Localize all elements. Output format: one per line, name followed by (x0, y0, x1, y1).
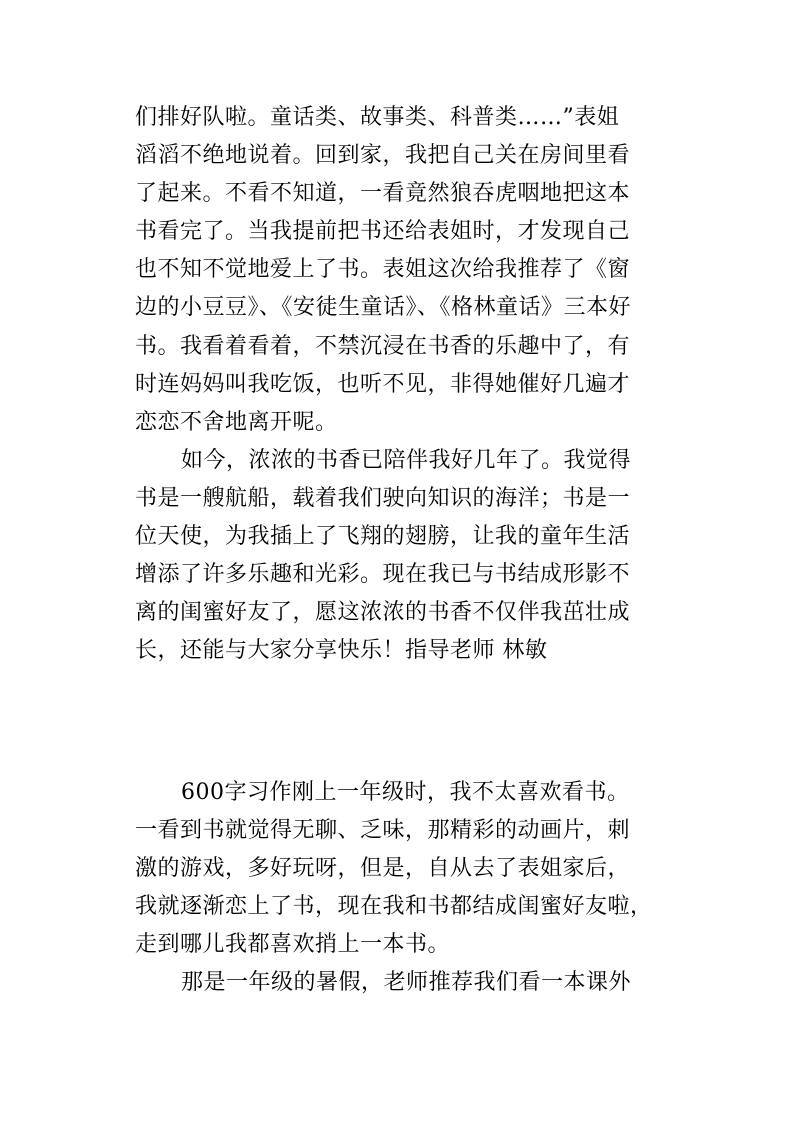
text-line: 滔滔不绝地说着。回到家，我把自己关在房间里看 (135, 143, 631, 169)
essay-section-1 (135, 99, 675, 670)
text-line-with-teacher: 长，还能与大家分享快乐！指导老师 林敏 (135, 638, 548, 664)
paragraph-first-line: 那是一年级的暑假，老师推荐我们看一本课外 (181, 970, 632, 996)
text-line: 位天使，为我插上了飞翔的翅膀，让我的童年生活 (135, 524, 631, 550)
text-line: 恋恋不舍地离开呢。 (135, 409, 338, 435)
text-line: 我就逐渐恋上了书，现在我和书都结成闺蜜好友啦， (135, 894, 653, 920)
text-line: 们排好队啦。童话类、故事类、科普类……”表姐 (135, 105, 620, 130)
essay-section-2 (135, 774, 675, 1003)
text-line: 离的闺蜜好友了，愿这浓浓的书香不仅伴我茁壮成 (135, 600, 631, 626)
text-line: 了起来。不看不知道，一看竟然狼吞虎咽地把这本 (135, 181, 631, 207)
text-line: 边的小豆豆》、《安徒生童话》、《格林童话》三本好 (135, 295, 632, 321)
paragraph-first-line: 600字习作刚上一年级时，我不太喜欢看书。 (181, 780, 630, 805)
text-line: 书是一艘航船，载着我们驶向知识的海洋；书是一 (135, 485, 631, 511)
text-line: 走到哪儿我都喜欢捎上一本书。 (135, 932, 451, 958)
text-line: 增添了许多乐趣和光彩。现在我已与书结成形影不 (135, 562, 631, 588)
text-line: 一看到书就觉得无聊、乏味，那精彩的动画片，刺 (135, 818, 631, 844)
text-line: 时连妈妈叫我吃饭，也听不见，非得她催好几遍才 (135, 371, 631, 397)
text-line: 书。我看着看着，不禁沉浸在书香的乐趣中了，有 (135, 333, 631, 359)
text-line: 也不知不觉地爱上了书。表姐这次给我推荐了《窗 (135, 257, 631, 283)
text-line: 书看完了。当我提前把书还给表姐时，才发现自己 (135, 219, 631, 245)
text-line: 激的游戏，多好玩呀，但是，自从去了表姐家后， (135, 856, 631, 882)
paragraph-first-line: 如今，浓浓的书香已陪伴我好几年了。我觉得 (181, 447, 632, 473)
